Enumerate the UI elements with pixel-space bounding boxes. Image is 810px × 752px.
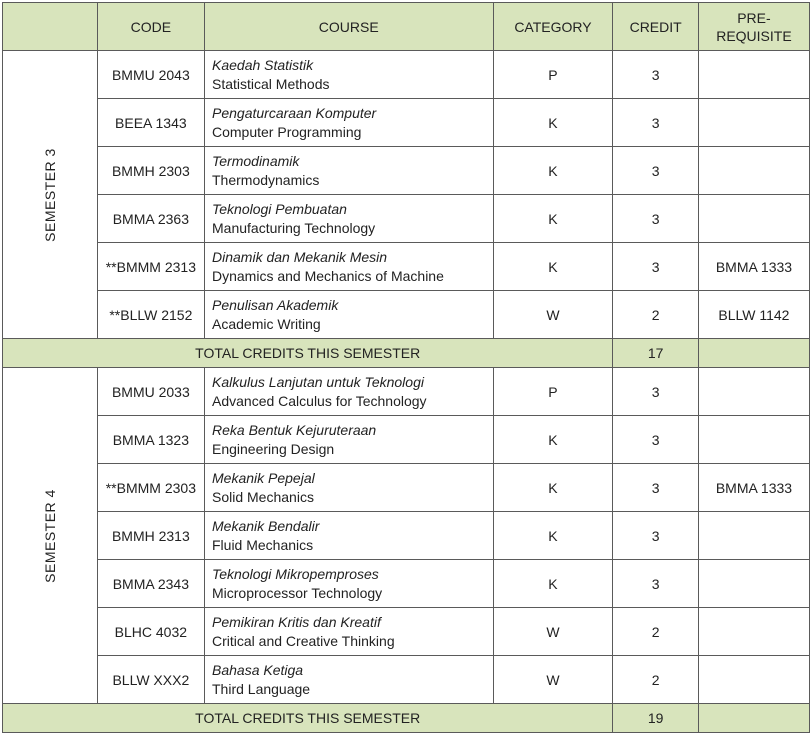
course-name-cell [205, 368, 494, 416]
course-name-english: Critical and Creative Thinking [212, 632, 395, 649]
course-credit: 3 [613, 416, 698, 464]
course-name-malay: Teknologi Pembuatan [212, 200, 347, 217]
course-name-cell [205, 195, 494, 243]
course-credit: 2 [613, 608, 698, 656]
table-row [3, 608, 810, 656]
table-row [3, 512, 810, 560]
course-name-english: Engineering Design [212, 440, 335, 457]
course-name-english: Dynamics and Mechanics of Machine [212, 267, 444, 284]
course-credit: 3 [613, 560, 698, 608]
course-category: W [493, 656, 613, 704]
course-name-malay: Dinamik dan Mekanik Mesin [212, 248, 388, 265]
course-code: **BLLW 2152 [97, 291, 204, 339]
course-prerequisite: BMMA 1333 [698, 243, 809, 291]
course-code: BLHC 4032 [97, 608, 204, 656]
course-category: K [493, 416, 613, 464]
course-name-english: Microprocessor Technology [212, 584, 383, 601]
semester-label: SEMESTER 4 [41, 488, 58, 583]
course-credit: 3 [613, 464, 698, 512]
course-prerequisite: BMMA 1333 [698, 464, 809, 512]
table-row [3, 195, 810, 243]
table-row [3, 51, 810, 99]
course-name-cell [205, 147, 494, 195]
course-name-cell [205, 512, 494, 560]
course-name-malay: Kalkulus Lanjutan untuk Teknologi [212, 373, 424, 390]
total-blank-cell [698, 704, 809, 733]
course-category: W [493, 608, 613, 656]
course-category: K [493, 464, 613, 512]
course-credit: 3 [613, 51, 698, 99]
course-code: BMMA 2363 [97, 195, 204, 243]
header-blank [3, 3, 98, 51]
course-code: BMMU 2033 [97, 368, 204, 416]
course-prerequisite [698, 195, 809, 243]
course-name-english: Manufacturing Technology [212, 219, 376, 236]
header-course: COURSE [205, 3, 494, 51]
course-category: K [493, 512, 613, 560]
course-credit: 3 [613, 368, 698, 416]
course-code: BMMH 2313 [97, 512, 204, 560]
course-table [2, 2, 810, 733]
header-category: CATEGORY [493, 3, 613, 51]
course-name-malay: Bahasa Ketiga [212, 661, 304, 678]
course-name-malay: Reka Bentuk Kejuruteraan [212, 421, 377, 438]
table-row [3, 99, 810, 147]
semester-label-cell [3, 51, 98, 339]
table-row [3, 243, 810, 291]
course-prerequisite [698, 416, 809, 464]
course-name-cell [205, 656, 494, 704]
course-name-english: Advanced Calculus for Technology [212, 392, 427, 409]
course-prerequisite [698, 147, 809, 195]
course-name-english: Third Language [212, 680, 311, 697]
course-category: K [493, 147, 613, 195]
course-name-malay: Termodinamik [212, 152, 300, 169]
course-name-malay: Pemikiran Kritis dan Kreatif [212, 613, 381, 630]
course-name-english: Statistical Methods [212, 75, 330, 92]
course-code: **BMMM 2313 [97, 243, 204, 291]
course-prerequisite [698, 368, 809, 416]
course-code: **BMMM 2303 [97, 464, 204, 512]
course-name-malay: Pengaturcaraan Komputer [212, 104, 377, 121]
course-name-malay: Mekanik Bendalir [212, 517, 320, 534]
course-name-cell [205, 99, 494, 147]
course-code: BMMA 1323 [97, 416, 204, 464]
total-credits-label: TOTAL CREDITS THIS SEMESTER [3, 339, 613, 368]
course-credit: 2 [613, 291, 698, 339]
table-header [3, 3, 810, 51]
course-name-cell [205, 51, 494, 99]
course-category: P [493, 51, 613, 99]
course-credit: 3 [613, 99, 698, 147]
course-code: BLLW XXX2 [97, 656, 204, 704]
course-name-cell [205, 243, 494, 291]
course-prerequisite [698, 656, 809, 704]
course-credit: 2 [613, 656, 698, 704]
course-name-english: Thermodynamics [212, 171, 320, 188]
course-name-english: Academic Writing [212, 315, 321, 332]
table-row [3, 368, 810, 416]
total-credits-value: 19 [613, 704, 698, 733]
header-code: CODE [97, 3, 204, 51]
course-code: BMMU 2043 [97, 51, 204, 99]
course-category: K [493, 560, 613, 608]
course-name-cell [205, 608, 494, 656]
semester-label: SEMESTER 3 [41, 147, 58, 242]
course-prerequisite [698, 99, 809, 147]
header-prerequisite-line2: REQUISITE [716, 27, 792, 44]
course-category: K [493, 195, 613, 243]
course-name-malay: Teknologi Mikropemproses [212, 565, 379, 582]
course-credit: 3 [613, 147, 698, 195]
course-prerequisite: BLLW 1142 [698, 291, 809, 339]
course-name-english: Computer Programming [212, 123, 362, 140]
course-name-malay: Mekanik Pepejal [212, 469, 315, 486]
course-credit: 3 [613, 195, 698, 243]
total-credits-value: 17 [613, 339, 698, 368]
course-code: BEEA 1343 [97, 99, 204, 147]
total-blank-cell [698, 339, 809, 368]
total-row [3, 704, 810, 733]
course-category: K [493, 243, 613, 291]
table-row [3, 416, 810, 464]
course-category: W [493, 291, 613, 339]
course-name-cell [205, 464, 494, 512]
course-name-cell [205, 291, 494, 339]
total-credits-label: TOTAL CREDITS THIS SEMESTER [3, 704, 613, 733]
total-row [3, 339, 810, 368]
table-row [3, 147, 810, 195]
table-row [3, 656, 810, 704]
course-name-malay: Kaedah Statistik [212, 56, 314, 73]
course-name-english: Fluid Mechanics [212, 536, 314, 553]
semester-label-cell [3, 368, 98, 704]
course-category: P [493, 368, 613, 416]
table-row [3, 464, 810, 512]
course-name-cell [205, 560, 494, 608]
table-row [3, 560, 810, 608]
course-prerequisite [698, 560, 809, 608]
course-credit: 3 [613, 243, 698, 291]
course-prerequisite [698, 51, 809, 99]
course-code: BMMA 2343 [97, 560, 204, 608]
course-name-cell [205, 416, 494, 464]
course-name-english: Solid Mechanics [212, 488, 314, 505]
table-body [3, 51, 810, 733]
course-prerequisite [698, 608, 809, 656]
header-prerequisite-line1: PRE- [737, 9, 771, 26]
table-row [3, 291, 810, 339]
course-prerequisite [698, 512, 809, 560]
header-credit: CREDIT [613, 3, 698, 51]
course-category: K [493, 99, 613, 147]
course-name-malay: Penulisan Akademik [212, 296, 339, 313]
course-code: BMMH 2303 [97, 147, 204, 195]
header-prerequisite [698, 3, 809, 51]
course-credit: 3 [613, 512, 698, 560]
